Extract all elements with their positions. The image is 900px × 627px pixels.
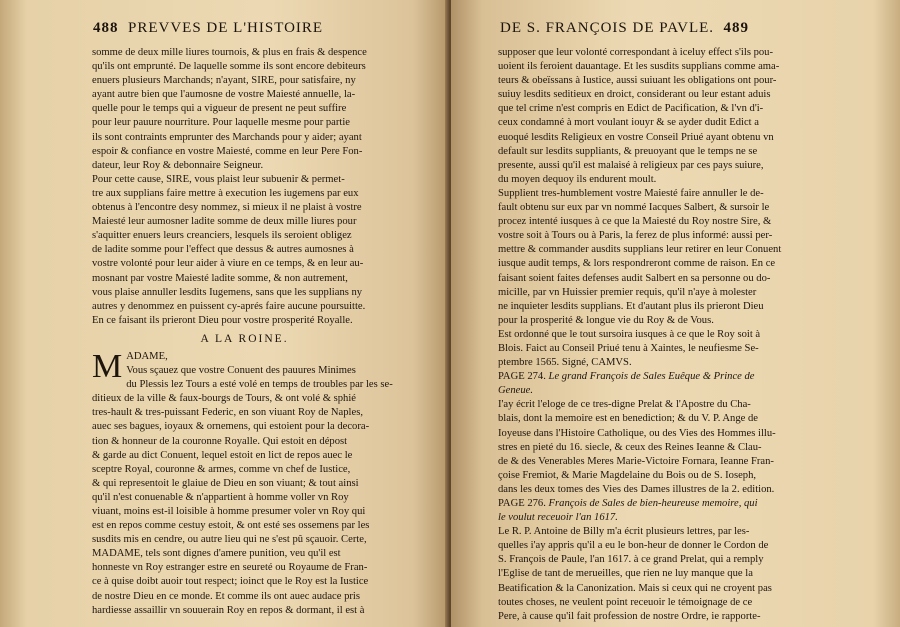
note-text: le voulut receuoir l'an 1617. xyxy=(498,512,618,524)
note-label: PAGE 274. xyxy=(498,371,546,383)
text-line: obtenus à l'encontre desy nommez, si mieux il ne plaist à vostre xyxy=(92,202,362,214)
text-line: quelle pour le temps qui a vigueur de present ne peut suffire xyxy=(92,103,347,115)
text-line: pour la prosperité & longue vie du Roy & de Vous. xyxy=(498,314,714,326)
text-line: qu'ils ont emprunté. De laquelle somme ils sont encore debiteurs xyxy=(92,61,366,73)
text-line: Maiesté leur aumosner ladite somme de deux mille liures pour xyxy=(92,216,357,228)
text-line: euoqué lesdits Religieux en vostre Conseil Priué ayant obtenu vn xyxy=(498,131,774,143)
note-line xyxy=(498,384,843,398)
text-line: mosnant par vostre Maiesté ladite somme, & non autrement, xyxy=(92,272,348,284)
left-body-text xyxy=(92,46,397,618)
text-line: dans les deux tomes des Vies des Dames illustres de la 2. edition. xyxy=(498,483,775,495)
text-line: Ioyeuse dans l'Histoire Catholique, ou des Vies des Hommes illu- xyxy=(498,427,776,439)
text-line: presente, aussi qu'il est malaisé à religieux par ces pays suiure, xyxy=(498,159,764,171)
text-line: vous plaise annuller lesdits Iugemens, sans que les supplians ny xyxy=(92,286,363,298)
text-line: sceptre Royal, couronne & armes, comme vn chef de Iustice, xyxy=(92,463,351,475)
text-line: tion & honneur de la couronne Royalle. Qui estoit en dépost xyxy=(92,435,348,447)
text-line: iusque audit temps, & lors respondreront comme de raison. En ce xyxy=(498,258,776,270)
text-line: auec ses bagues, ioyaux & ornemens, qui estoient pour la decora- xyxy=(92,421,370,433)
text-line: l'Eglise de tant de merueilles, que rien ne luy manque que la xyxy=(498,568,753,580)
text-line: default sur lesdits suppliants, & preuoyant que le temps ne se xyxy=(498,145,758,157)
text-line: ceux condamné à mort voulant iouyr & se ayder dudit Edict a xyxy=(498,117,759,129)
section-heading: A LA ROINE. xyxy=(200,332,289,345)
text-line: mettre & commander ausdits supplians leur retirer en leur Conuent xyxy=(498,244,782,256)
text-line: toutes choses, ne veulent point receuoir le témoignage de ce xyxy=(498,596,753,608)
text-line: autres y denommez en puissent cy-aprés faire aucune poursuitte. xyxy=(92,300,366,312)
note-line xyxy=(498,511,843,525)
text-line: de ladite somme pour l'effect que dessus & autres aumosnes à xyxy=(92,244,354,256)
text-line: Est ordonné que le tout sursoira iusques à ce que le Roy soit à xyxy=(498,328,761,340)
note-text: François de Sales de bien-heureuse memoire, qui xyxy=(548,498,758,509)
text-line: tres-hault & tres-puissant Federic, en son viuant Roy de Naples, xyxy=(92,407,363,419)
left-running-head xyxy=(93,20,323,37)
note-line xyxy=(498,497,843,511)
text-line: blais, dont la memoire est en benediction; & du V. P. Ange de xyxy=(498,413,759,425)
note-line xyxy=(498,370,843,384)
text-line: est en repos comme cestuy estoit, & ont esté ses ossemens par les xyxy=(92,520,370,532)
text-line: quelles i'ay appris qu'il a eu le bon-heur de donner le Cordon de xyxy=(498,540,769,552)
text-line: micille, par vn Huissier premier requis, qu'il n'aye à molester xyxy=(498,286,757,298)
text-line: I'ay écrit l'eloge de ce tres-digne Prelat & l'Apostre du Cha- xyxy=(498,399,751,411)
text-line: que tel crime n'est compris en Edict de Pacification, & l'vn d'i- xyxy=(498,103,764,115)
left-page xyxy=(0,0,449,627)
text-line: susdits mis en cendre, ou autre lieu qui ne s'est pû sçauoir. Certe, xyxy=(92,534,367,546)
text-line: du Plessis lez Tours a esté volé en temps de troubles par les se- xyxy=(126,379,393,391)
text-line: ptembre 1565. Signé, CAMVS. xyxy=(498,357,632,369)
right-page xyxy=(451,0,900,627)
text-line: pour leur pauure nourriture. Pour laquelle mesme pour partie xyxy=(92,117,350,129)
text-line: somme de deux mille liures tournois, & plus en frais & despence xyxy=(92,47,367,58)
text-line: Vous sçauez que vostre Conuent des pauures Minimes xyxy=(126,365,356,377)
text-line: teurs & obeïssans à Iustice, aussi suiuant les obligations ont pour- xyxy=(498,75,777,87)
text-line: supposer que leur volonté correspondant à iceluy effect s'ils pou- xyxy=(498,47,774,58)
text-line: de & des Venerables Meres Marie-Victoire Fornara, Ieanne Fran- xyxy=(498,455,774,467)
text-line: de nostre Dieu en ce monde. Et comme ils ont auec audace pris xyxy=(92,590,360,602)
left-running-title: PREVVES DE L'HISTOIRE xyxy=(128,20,324,36)
text-line: fault obtenu sur eux par vn nommé Iacques Salbert, & sursoir le xyxy=(498,202,770,214)
text-line: suiuy lesdits seditieux en droict, considerant ou leur estant aduis xyxy=(498,89,771,101)
text-line: & qui representoit le glaiue de Dieu en son viuant; & tout ainsi xyxy=(92,477,359,489)
text-line: tre aux supplians faire mettre à execution les iugemens par eux xyxy=(92,187,359,199)
note-label: PAGE 276. xyxy=(498,498,546,509)
text-line: Beatification & la Canonization. Mais si ceux qui ne croyent pas xyxy=(498,582,772,594)
drop-cap: M xyxy=(92,347,123,385)
text-line: & garde au dict Conuent, lequel estoit en lict de repos auec le xyxy=(92,449,353,461)
text-line: ayant autre bien que l'aumosne de vostre Maiesté annuelle, la- xyxy=(92,89,356,101)
right-running-head xyxy=(500,20,749,37)
text-line: du moyen dequoy ils endurent moult. xyxy=(498,173,657,185)
right-page-number: 489 xyxy=(723,20,750,36)
text-line: MADAME, tels sont dignes d'amere punition, veu qu'il est xyxy=(92,548,341,560)
text-line: ce à quise doibt auoir tout respect; ioinct que le Roy est la Iustice xyxy=(92,576,369,588)
right-running-title: DE S. FRANÇOIS DE PAVLE. xyxy=(500,20,715,36)
text-line: Supplient tres-humblement vostre Maiesté faire annuller le de- xyxy=(498,187,764,199)
text-line: Blois. Faict au Conseil Priué tenu à Xaintes, le neufiesme Se- xyxy=(498,342,759,354)
text-line: S. François de Paule, l'an 1617. à ce grand Prelat, qui a remply xyxy=(498,554,764,566)
text-line: s'aquitter enuers leurs creanciers, lesquels ils seroient obligez xyxy=(92,230,352,242)
text-line: Pere, à cause qu'il fait profession de nostre Ordre, ie rapporte- xyxy=(498,610,761,622)
left-page-number: 488 xyxy=(93,20,119,36)
note-text: Le grand François de Sales Euêque & Prince de xyxy=(548,371,755,383)
text-line: vostre soit à Tours ou à Paris, la ferez de plus informé: aussi per- xyxy=(498,230,773,242)
text-line: çoise Fremiot, & Marie Magdelaine du Bois ou de S. Ioseph, xyxy=(498,469,757,481)
text-line: Le R. P. Antoine de Billy m'a écrit plusieurs lettres, par les- xyxy=(498,526,750,538)
text-line: Pour cette cause, SIRE, vous plaist leur subuenir & permet- xyxy=(92,173,345,185)
text-line: viuant, moins est-il loisible à homme presumer voler vn Roy qui xyxy=(92,506,366,517)
text-line: stres en pieté du 16. siecle, & ceux des Reines Ieanne & Clau- xyxy=(498,441,762,453)
text-line: ils sont contraints emprunter des Marchands pour y aider; ayant xyxy=(92,131,362,143)
text-line: espoir & confiance en vostre Maiesté, comme en leur Pere Fon- xyxy=(92,145,363,157)
text-line: procez intenté iusques à ce que la Maiesté du Roy nostre Sire, & xyxy=(498,216,772,228)
text-line: uoient ils feroient dauantage. Et les susdits supplians comme ama- xyxy=(498,61,780,73)
text-line: honneste vn Roy estranger estre en seureté ou Royaume de Fran- xyxy=(92,562,368,574)
text-line: ditieux de la ville & faux-bourgs de Tours, & ont volé & sphié xyxy=(92,393,356,405)
text-line: qu'il n'est conuenable & n'appartient à homme voller vn Roy xyxy=(92,491,349,503)
text-line: ADAME, xyxy=(126,350,168,362)
text-line: En ce faisant ils prieront Dieu pour vostre prosperité Royalle. xyxy=(92,314,353,326)
text-line: ne inquieter lesdits supplians. Et d'autant plus ils prieront Dieu xyxy=(498,300,764,312)
text-line: vostre volonté pour leur aider à viure en ce temps, & en leur au- xyxy=(92,258,364,270)
text-line: hardiesse assaillir vn souuerain Roy en repos & dormant, il est à xyxy=(92,604,365,616)
text-line: dateur, leur Roy & debonnaire Seigneur. xyxy=(92,159,264,171)
text-line: enuers plusieurs Marchands; n'ayant, SIRE, pour satisfaire, ny xyxy=(92,75,356,87)
note-text: Geneue. xyxy=(498,385,533,397)
right-body-text xyxy=(498,46,843,624)
text-line: faisant soient faites defenses audit Salbert en sa personne ou do- xyxy=(498,272,771,284)
